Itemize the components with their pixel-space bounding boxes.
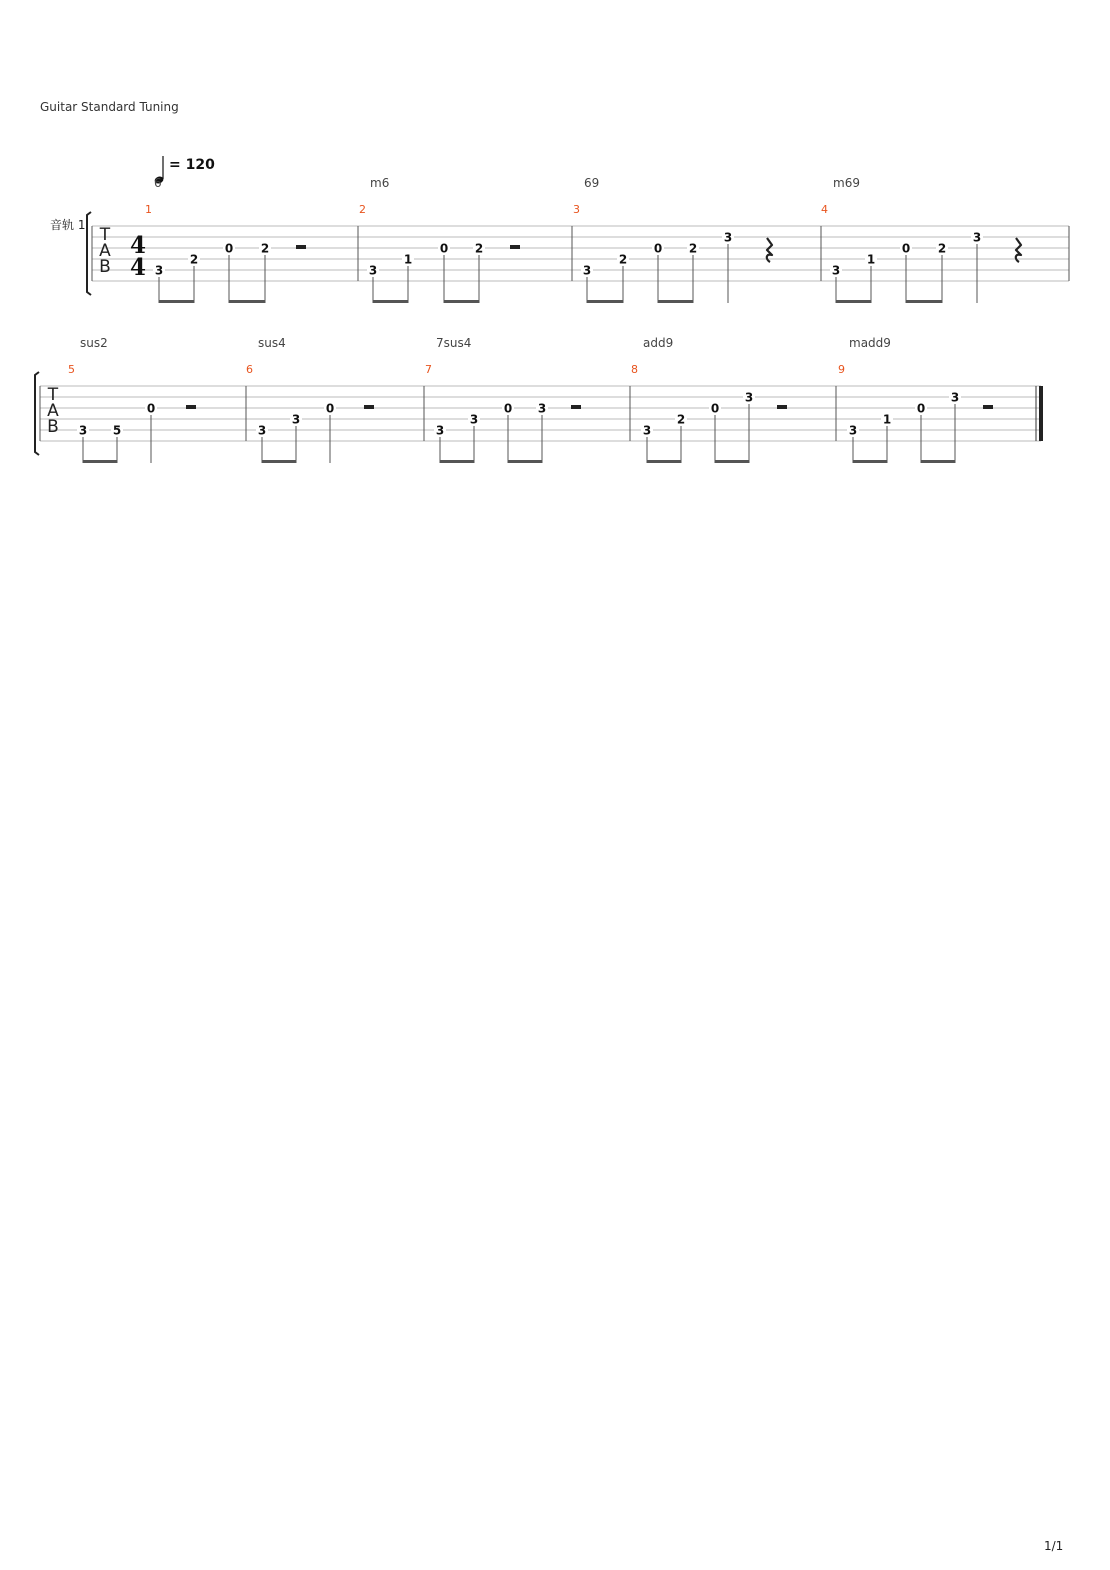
fret-number: 3 — [257, 423, 267, 438]
fret-number: 3 — [469, 412, 479, 427]
system-bracket — [35, 372, 39, 455]
tab-letter-t: T — [99, 225, 111, 245]
fret-number: 3 — [642, 423, 652, 438]
fret-number: 2 — [260, 241, 270, 256]
chord-name: 69 — [584, 176, 600, 190]
measure-number: 3 — [573, 203, 580, 216]
fret-number: 3 — [154, 263, 164, 278]
chord-name: add9 — [643, 336, 674, 350]
tab-letter-b: B — [99, 257, 111, 277]
measure-number: 7 — [425, 363, 432, 376]
fret-number: 0 — [224, 241, 234, 256]
note-beam — [262, 460, 296, 463]
measure-number: 8 — [631, 363, 638, 376]
measure-number: 1 — [145, 203, 152, 216]
fret-number: 2 — [189, 252, 199, 267]
note-beam — [715, 460, 749, 463]
fret-number: 2 — [474, 241, 484, 256]
measure-number: 2 — [359, 203, 366, 216]
fret-number: 3 — [744, 390, 754, 405]
note-beam — [159, 300, 194, 303]
fret-number: 3 — [831, 263, 841, 278]
chord-name: m69 — [833, 176, 860, 190]
fret-number: 3 — [582, 263, 592, 278]
quarter-rest-icon — [767, 238, 772, 262]
note-beam — [836, 300, 871, 303]
time-signature-bottom: 4 — [129, 254, 147, 281]
tuning-label: Guitar Standard Tuning — [40, 100, 179, 114]
fret-number: 2 — [937, 241, 947, 256]
track-name: 音轨 1 — [50, 218, 86, 232]
note-beam — [440, 460, 474, 463]
half-rest-icon — [983, 405, 993, 409]
note-beam — [853, 460, 887, 463]
fret-number: 1 — [866, 252, 876, 267]
fret-number: 0 — [653, 241, 663, 256]
fret-number: 3 — [537, 401, 547, 416]
system-bracket — [87, 212, 91, 295]
tab-letter-a: A — [99, 241, 111, 261]
note-beam — [508, 460, 542, 463]
note-beam — [444, 300, 479, 303]
fret-number: 1 — [882, 412, 892, 427]
fret-number: 3 — [291, 412, 301, 427]
final-barline — [1039, 386, 1043, 441]
note-beam — [647, 460, 681, 463]
chord-name: 7sus4 — [436, 336, 472, 350]
fret-number: 3 — [950, 390, 960, 405]
fret-number: 0 — [916, 401, 926, 416]
chord-name: m6 — [370, 176, 390, 190]
quarter-rest-icon — [1016, 238, 1021, 262]
half-rest-icon — [510, 245, 520, 249]
fret-number: 0 — [325, 401, 335, 416]
fret-number: 2 — [688, 241, 698, 256]
chord-name: madd9 — [849, 336, 891, 350]
fret-number: 2 — [676, 412, 686, 427]
page-number: 1/1 — [1044, 1539, 1064, 1553]
fret-number: 0 — [439, 241, 449, 256]
chord-name: 6 — [154, 176, 162, 190]
note-beam — [906, 300, 942, 303]
note-beam — [229, 300, 265, 303]
tab-letter-b: B — [47, 417, 59, 437]
fret-number: 3 — [78, 423, 88, 438]
fret-number: 3 — [848, 423, 858, 438]
fret-number: 2 — [618, 252, 628, 267]
half-rest-icon — [364, 405, 374, 409]
half-rest-icon — [571, 405, 581, 409]
fret-number: 3 — [723, 230, 733, 245]
fret-number: 0 — [146, 401, 156, 416]
measure-number: 4 — [821, 203, 828, 216]
fret-number: 0 — [503, 401, 513, 416]
half-rest-icon — [186, 405, 196, 409]
fret-number: 3 — [368, 263, 378, 278]
fret-number: 3 — [972, 230, 982, 245]
tab-letter-a: A — [47, 401, 59, 421]
fret-number: 3 — [435, 423, 445, 438]
fret-number: 0 — [710, 401, 720, 416]
note-beam — [83, 460, 117, 463]
chord-name: sus2 — [80, 336, 108, 350]
measure-number: 9 — [838, 363, 845, 376]
fret-number: 5 — [112, 423, 122, 438]
note-beam — [921, 460, 955, 463]
measure-number: 6 — [246, 363, 253, 376]
half-rest-icon — [777, 405, 787, 409]
tab-letter-t: T — [47, 385, 59, 405]
fret-number: 0 — [901, 241, 911, 256]
note-beam — [587, 300, 623, 303]
note-beam — [373, 300, 408, 303]
chord-name: sus4 — [258, 336, 286, 350]
fret-number: 1 — [403, 252, 413, 267]
measure-number: 5 — [68, 363, 75, 376]
tempo-marking: = 120 — [169, 157, 215, 173]
time-signature-top: 4 — [129, 232, 147, 259]
half-rest-icon — [296, 245, 306, 249]
note-beam — [658, 300, 693, 303]
